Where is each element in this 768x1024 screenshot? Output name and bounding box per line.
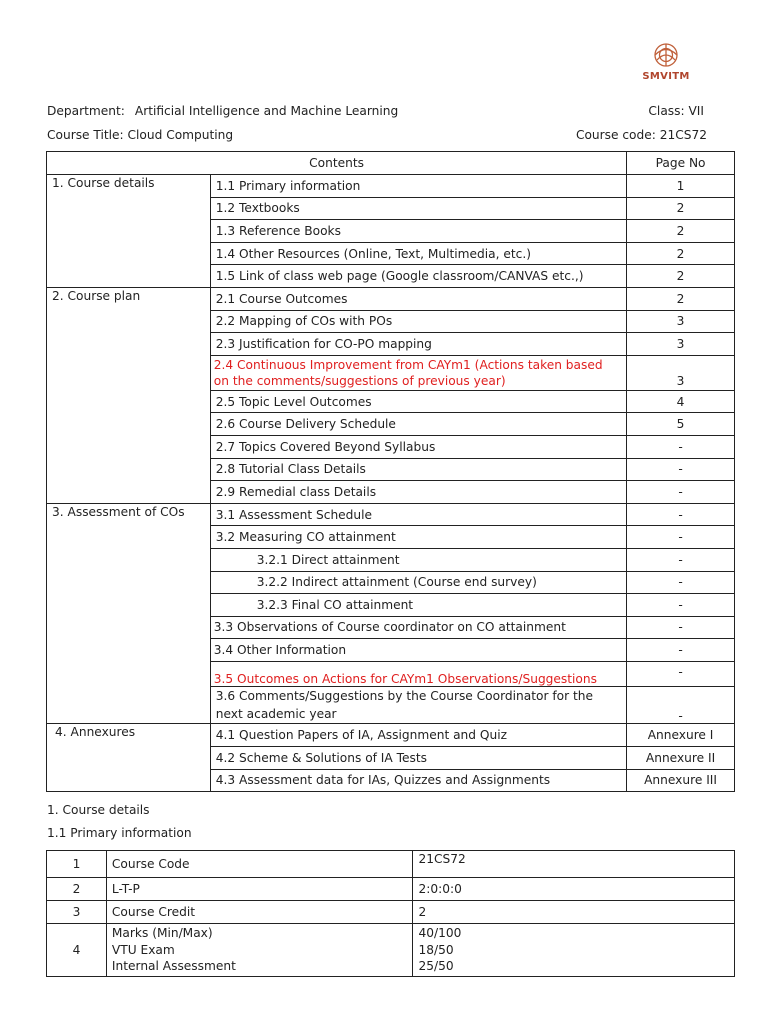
contents-table <box>46 151 735 792</box>
info-key: Internal Assessment <box>111 959 236 974</box>
toc-page: Annexure I <box>627 724 735 747</box>
toc-item: 3.3 Observations of Course coordinator on CO attainment <box>210 616 626 639</box>
row-number: 1 <box>47 851 107 878</box>
toc-item-highlighted: 3.5 Outcomes on Actions for CAYm1 Observations/Suggestions <box>210 661 626 687</box>
info-key: Marks (Min/Max) <box>111 926 213 941</box>
toc-item: 3.1 Assessment Schedule <box>210 503 626 526</box>
table-row <box>47 724 735 747</box>
section-title: 3. Assessment of COs <box>47 503 211 724</box>
table-row <box>47 851 735 878</box>
toc-page: - <box>627 458 735 481</box>
toc-page: 2 <box>627 197 735 220</box>
table-row <box>47 878 735 901</box>
toc-item: 2.5 Topic Level Outcomes <box>210 390 626 413</box>
toc-page: 4 <box>627 390 735 413</box>
logo-text: SMVITM <box>642 71 690 82</box>
toc-item: 3.2.1 Direct attainment <box>210 548 626 571</box>
toc-page: - <box>627 616 735 639</box>
toc-item: 4.1 Question Papers of IA, Assignment and Quiz <box>210 724 626 747</box>
row-number: 4 <box>47 924 107 977</box>
row-number: 3 <box>47 901 107 924</box>
toc-item-highlighted: 2.4 Continuous Improvement from CAYm1 (Actions taken based on the comments/suggestions of previous year) <box>210 355 626 390</box>
toc-page: 2 <box>627 287 735 310</box>
toc-item: 1.4 Other Resources (Online, Text, Multimedia, etc.) <box>210 242 626 265</box>
section-heading: 1. Course details <box>47 803 150 817</box>
info-value: 21CS72 <box>413 851 735 878</box>
course-title: Course Title: Cloud Computing <box>47 128 234 142</box>
toc-item: 2.1 Course Outcomes <box>210 287 626 310</box>
toc-item: 2.9 Remedial class Details <box>210 481 626 504</box>
section-title: 1. Course details <box>47 175 211 288</box>
info-key-group <box>106 924 413 977</box>
toc-item: 2.8 Tutorial Class Details <box>210 458 626 481</box>
department-value: Artificial Intelligence and Machine Learning <box>134 104 399 118</box>
toc-page: - <box>627 594 735 617</box>
toc-page: 3 <box>627 333 735 356</box>
class-label: Class: VII <box>648 104 704 118</box>
toc-item: 1.3 Reference Books <box>210 220 626 243</box>
subsection-heading: 1.1 Primary information <box>47 826 192 840</box>
row-number: 2 <box>47 878 107 901</box>
toc-item: 2.7 Topics Covered Beyond Syllabus <box>210 435 626 458</box>
info-value: 18/50 <box>418 942 454 957</box>
toc-item: 3.2.3 Final CO attainment <box>210 594 626 617</box>
info-value: 2 <box>413 901 735 924</box>
table-row <box>47 287 735 310</box>
toc-page: 3 <box>627 355 735 390</box>
toc-page: 3 <box>627 310 735 333</box>
toc-page: Annexure III <box>627 769 735 792</box>
toc-page: - <box>627 548 735 571</box>
department-label: Department: <box>47 104 125 118</box>
toc-item: 3.4 Other Information <box>210 639 626 662</box>
toc-page: - <box>627 435 735 458</box>
toc-page: - <box>627 661 735 687</box>
toc-page: 5 <box>627 413 735 436</box>
toc-page: 2 <box>627 242 735 265</box>
toc-item: 2.3 Justification for CO-PO mapping <box>210 333 626 356</box>
course-code: Course code: 21CS72 <box>575 128 707 142</box>
toc-page: 2 <box>627 265 735 288</box>
info-value: 2:0:0:0 <box>413 878 735 901</box>
section-title: 4. Annexures <box>47 724 211 792</box>
toc-page: 1 <box>627 175 735 198</box>
toc-item: 3.2 Measuring CO attainment <box>210 526 626 549</box>
toc-page: - <box>627 639 735 662</box>
toc-item: 2.2 Mapping of COs with POs <box>210 310 626 333</box>
info-key: Course Code <box>106 851 413 878</box>
primary-info-table <box>46 850 735 977</box>
toc-item: 3.6 Comments/Suggestions by the Course Coordinator for the next academic year <box>210 687 626 724</box>
toc-item: 1.1 Primary information <box>210 175 626 198</box>
toc-page: - <box>627 481 735 504</box>
contents-column-header: Contents <box>47 152 627 175</box>
toc-item: 1.2 Textbooks <box>210 197 626 220</box>
toc-page: - <box>627 687 735 724</box>
toc-item: 2.6 Course Delivery Schedule <box>210 413 626 436</box>
table-row <box>47 924 735 977</box>
toc-page: - <box>627 571 735 594</box>
toc-item: 3.2.2 Indirect attainment (Course end survey) <box>210 571 626 594</box>
toc-page: - <box>627 526 735 549</box>
toc-item: 4.2 Scheme & Solutions of IA Tests <box>210 747 626 770</box>
info-value-group <box>413 924 735 977</box>
header-row-department <box>47 104 707 124</box>
table-row <box>47 901 735 924</box>
toc-page: - <box>627 503 735 526</box>
info-key: L-T-P <box>106 878 413 901</box>
table-row <box>47 503 735 526</box>
info-key: Course Credit <box>106 901 413 924</box>
toc-item: 1.5 Link of class web page (Google classroom/CANVAS etc.,) <box>210 265 626 288</box>
toc-item: 4.3 Assessment data for IAs, Quizzes and Assignments <box>210 769 626 792</box>
contents-header-row <box>47 152 735 175</box>
institution-logo <box>640 42 692 82</box>
toc-page: Annexure II <box>627 747 735 770</box>
info-key: VTU Exam <box>111 942 175 957</box>
page-no-column-header: Page No <box>627 152 735 175</box>
section-title: 2. Course plan <box>47 287 211 503</box>
logo-emblem-icon <box>649 42 683 70</box>
info-value: 25/50 <box>418 959 454 974</box>
table-row <box>47 175 735 198</box>
header-row-course <box>47 128 707 148</box>
info-value: 40/100 <box>418 926 462 941</box>
toc-page: 2 <box>627 220 735 243</box>
